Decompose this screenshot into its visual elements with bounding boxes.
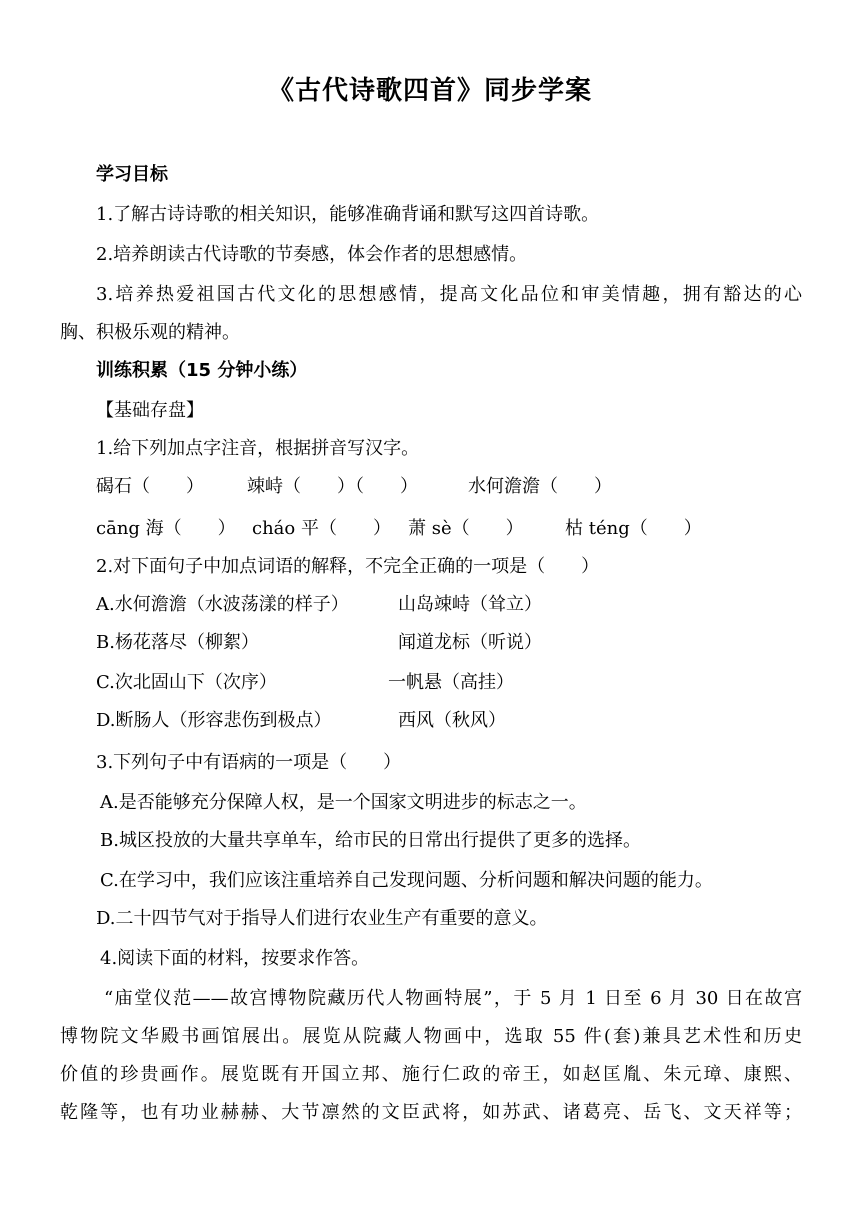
q2-option: A.水何澹澹（水波荡漾的样子） bbox=[96, 594, 349, 615]
q1-item: 萧 sè（ ） bbox=[408, 518, 524, 539]
q4-passage-line: “庙堂仪范——故宫博物院藏历代人物画特展”，于 5 月 1 日至 6 月 30 日在故宫 bbox=[104, 988, 802, 1009]
q1-item: 水何澹澹（ ） bbox=[468, 476, 612, 497]
q2-option: 山岛竦峙（耸立） bbox=[398, 594, 542, 615]
q2-option: C.次北固山下（次序） bbox=[96, 672, 277, 693]
objective-3-continued: 胸、积极乐观的精神。 bbox=[60, 322, 240, 343]
q3-option: A.是否能够充分保障人权，是一个国家文明进步的标志之一。 bbox=[100, 792, 587, 813]
training-heading: 训练积累（15 分钟小练） bbox=[96, 360, 308, 381]
q3-stem: 3.下列句子中有语病的一项是（ ） bbox=[96, 752, 402, 773]
objective-3: 3.培养热爱祖国古代文化的思想感情，提高文化品位和审美情趣，拥有豁达的心 bbox=[96, 284, 802, 305]
q2-stem: 2.对下面句子中加点词语的解释，不完全正确的一项是（ ） bbox=[96, 556, 600, 577]
q4-passage-line: 价值的珍贵画作。展览既有开国立邦、施行仁政的帝王，如赵匡胤、朱元璋、康熙、 bbox=[60, 1064, 802, 1085]
q1-item: cháo 平（ ） bbox=[252, 518, 391, 539]
q2-option: B.杨花落尽（柳絮） bbox=[96, 632, 259, 653]
q3-option: B.城区投放的大量共享单车，给市民的日常出行提供了更多的选择。 bbox=[100, 830, 641, 851]
q4-stem: 4.阅读下面的材料，按要求作答。 bbox=[100, 948, 370, 969]
q2-option: 一帆悬（高挂） bbox=[388, 672, 514, 693]
q2-option: 西风（秋风） bbox=[398, 710, 506, 731]
q2-option: D.断肠人（形容悲伤到极点） bbox=[96, 710, 332, 731]
q1-item: 枯 téng（ ） bbox=[565, 518, 702, 539]
q4-passage-line: 乾隆等，也有功业赫赫、大节凛然的文臣武将，如苏武、诸葛亮、岳飞、文天祥等； bbox=[60, 1102, 802, 1123]
q1-item: cāng 海（ ） bbox=[96, 518, 236, 539]
q3-option: D.二十四节气对于指导人们进行农业生产有重要的意义。 bbox=[96, 908, 548, 929]
q2-option: 闻道龙标（听说） bbox=[398, 632, 542, 653]
q1-item: 碣石（ ） bbox=[96, 476, 204, 497]
q1-stem: 1.给下列加点字注音，根据拼音写汉字。 bbox=[96, 438, 420, 459]
q3-option: C.在学习中，我们应该注重培养自己发现问题、分析问题和解决问题的能力。 bbox=[100, 870, 713, 891]
objective-1: 1.了解古诗诗歌的相关知识，能够准确背诵和默写这四首诗歌。 bbox=[96, 204, 600, 225]
page-title: 《古代诗歌四首》同步学案 bbox=[267, 76, 592, 106]
q1-item: 竦峙（ ）（ ） bbox=[247, 476, 418, 497]
objectives-heading: 学习目标 bbox=[96, 164, 168, 185]
objective-2: 2.培养朗读古代诗歌的节奏感，体会作者的思想感情。 bbox=[96, 244, 528, 265]
q4-passage-line: 博物院文华殿书画馆展出。展览从院藏人物画中，选取 55 件(套)兼具艺术性和历史 bbox=[60, 1026, 802, 1047]
basics-label: 【基础存盘】 bbox=[96, 400, 204, 421]
